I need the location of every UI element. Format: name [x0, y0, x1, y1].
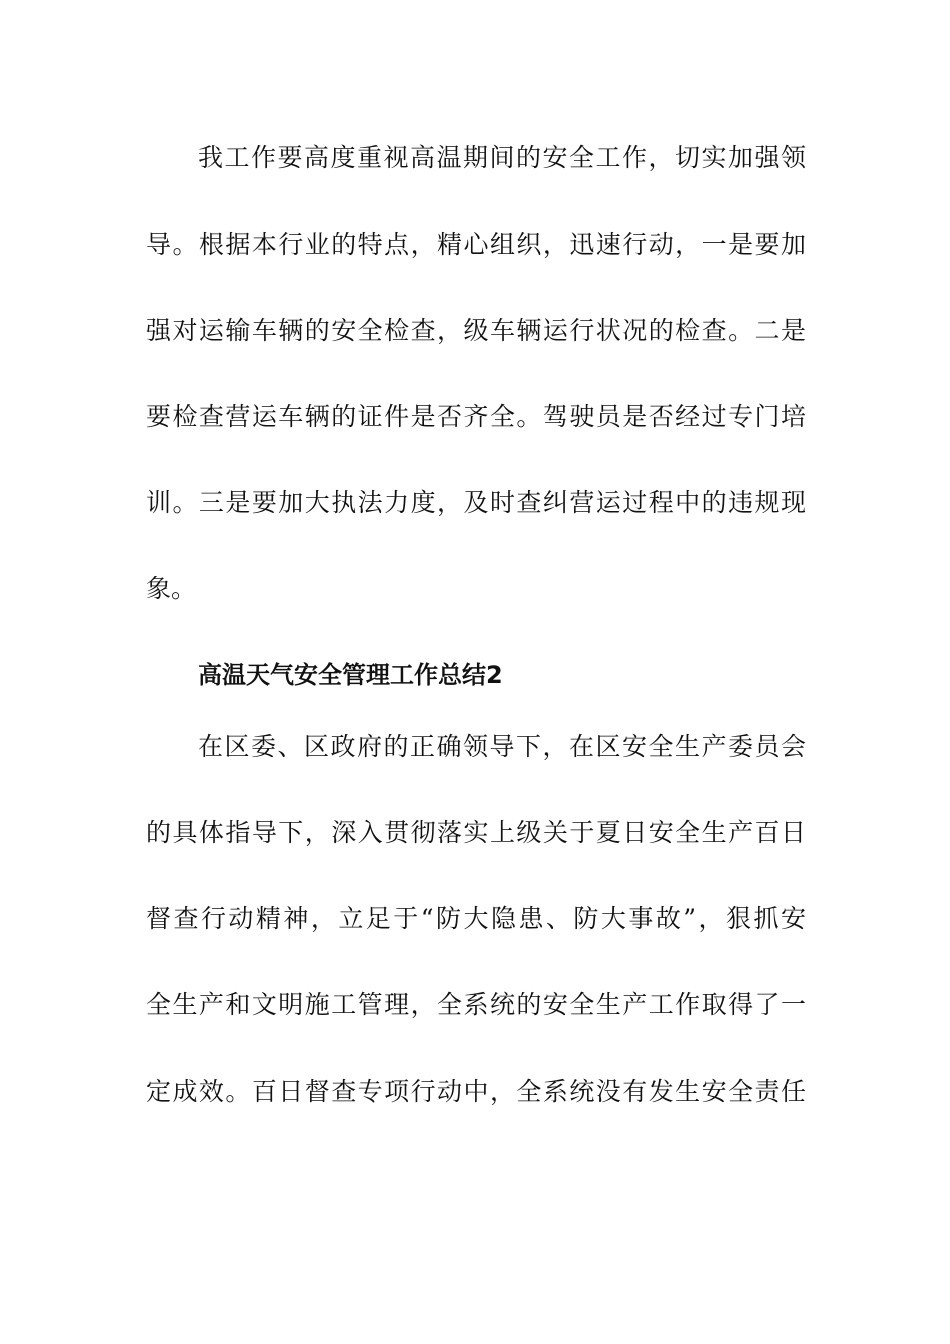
paragraph-2-line-1: 在区委、区政府的正确领导下，在区安全生产委员会	[198, 732, 806, 761]
section-heading: 高温天气安全管理工作总结2	[198, 661, 503, 689]
paragraph-1-line-6: 象。	[146, 574, 197, 603]
paragraph-2-line-4: 全生产和文明施工管理，全系统的安全生产工作取得了一	[146, 990, 806, 1019]
paragraph-2-line-3: 督查行动精神，立足于“防大隐患、防大事故”，狠抓安	[146, 904, 806, 933]
paragraph-1-line-4: 要检查营运车辆的证件是否齐全。驾驶员是否经过专门培	[146, 402, 806, 431]
paragraph-1-line-3: 强对运输车辆的安全检查，级车辆运行状况的检查。二是	[146, 316, 806, 345]
paragraph-2-line-5: 定成效。百日督查专项行动中，全系统没有发生安全责任	[146, 1077, 806, 1106]
paragraph-1-line-5: 训。三是要加大执法力度，及时查纠营运过程中的违规现	[146, 488, 806, 517]
paragraph-2-line-2: 的具体指导下，深入贯彻落实上级关于夏日安全生产百日	[146, 818, 806, 847]
paragraph-1-line-2: 导。根据本行业的特点，精心组织，迅速行动，一是要加	[146, 230, 806, 259]
paragraph-1-line-1: 我工作要高度重视高温期间的安全工作，切实加强领	[198, 143, 806, 172]
